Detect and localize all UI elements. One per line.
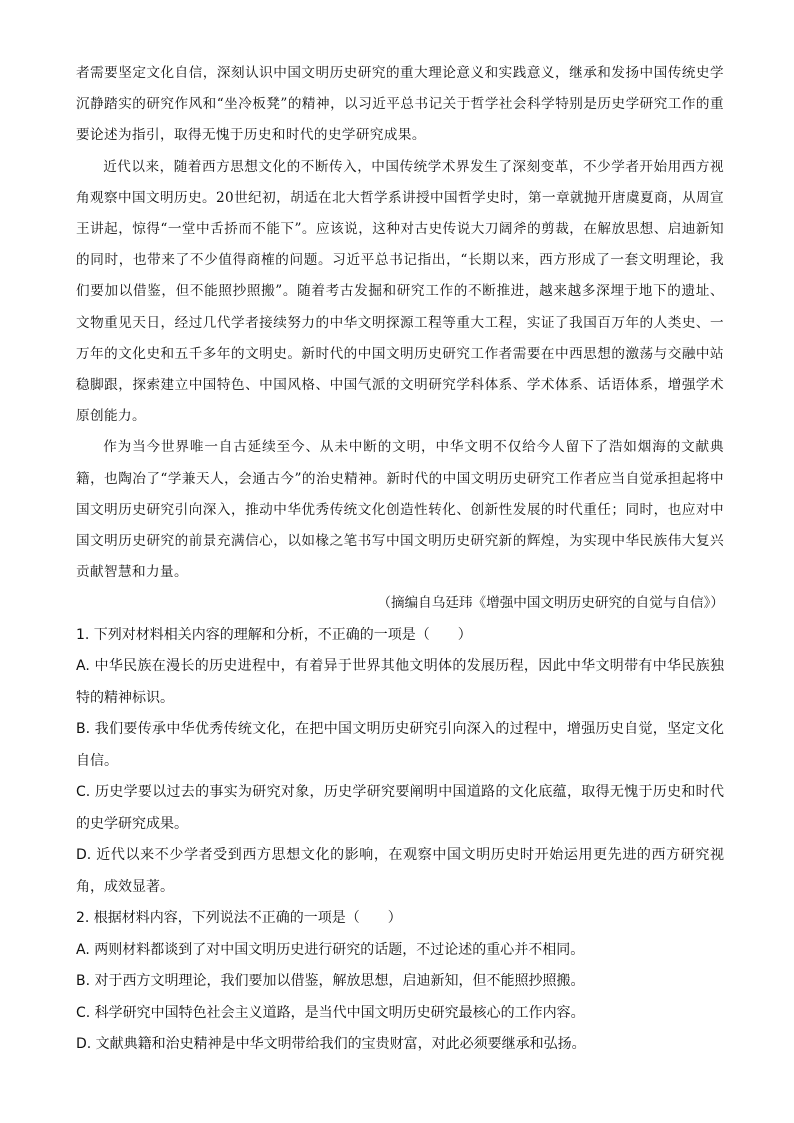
passage-source: （摘编自乌廷玮《增强中国文明历史研究的自觉与自信》）: [377, 595, 724, 612]
passage-paragraph: 者需要坚定文化自信，深刻认识中国文明历史研究的重大理论意义和实践意义，继承和发扬中国传统史学沉静踏实的研究作风和“坐冷板凳”的精神，以习近平总书记关于哲学社会科学特别是历史学研究工作的重要论述为指引，取得无愧于历史和时代的史学研究成果。: [76, 65, 724, 144]
option-a: A. 两则材料都谈到了对中国文明历史进行研究的话题，不过论述的重心并不相同。: [76, 941, 585, 958]
reading-passage: [76, 58, 724, 588]
option-d: D. 文献典籍和治史精神是中华文明带给我们的宝贵财富，对此必须要继承和弘扬。: [76, 1036, 586, 1053]
question-list: [76, 620, 724, 1061]
question-2: [76, 903, 724, 1061]
document-page: [76, 58, 724, 1061]
option-c: C. 科学研究中国特色社会主义道路，是当代中国文明历史研究最核心的工作内容。: [76, 1004, 585, 1021]
option-a: A. 中华民族在漫长的历史进程中，有着异于世界其他文明体的发展历程，因此中华文明带有中华民族独特的精神标识。: [76, 658, 724, 706]
question-stem: 1. 下列对材料相关内容的理解和分析，不正确的一项是（ ）: [76, 626, 472, 643]
passage-paragraph: 近代以来，随着西方思想文化的不断传入，中国传统学术界发生了深刻变革，不少学者开始用西方视角观察中国文明历史。20世纪初，胡适在北大哲学系讲授中国哲学史时，第一章就抛开唐虞夏商，从周宣王讲起，惊得“一堂中舌挢而不能下”。应该说，这种对古史传说大刀阔斧的剪裁，在解放思想、启迪新知的同时，也带来了不少值得商榷的问题。习近平总书记指出，“长期以来，西方形成了一套文明理论，我们要加以借鉴，但不能照抄照搬”。随着考古发掘和研究工作的不断推进，越来越多深埋于地下的遗址、文物重见天日，经过几代学者接续努力的中华文明探源工程等重大工程，实证了我国百万年的人类史、一万年的文化史和五千多年的文明史。新时代的中国文明历史研究工作者需要在中西思想的激荡与交融中站稳脚跟，探索建立中国特色、中国风格、中国气派的文明研究学科体系、学术体系、话语体系，增强学术原创能力。: [76, 158, 724, 425]
passage-paragraph: 作为当今世界唯一自古延续至今、从未中断的文明，中华文明不仅给今人留下了浩如烟海的文献典籍，也陶冶了“学兼天人，会通古今”的治史精神。新时代的中国文明历史研究工作者应当自觉承担起将中国文明历史研究引向深入，推动中华优秀传统文化创造性转化、创新性发展的时代重任；同时，也应对中国文明历史研究的前景充满信心，以如椽之笔书写中国文明历史研究新的辉煌，为实现中华民族伟大复兴贡献智慧和力量。: [76, 439, 724, 581]
option-b: B. 对于西方文明理论，我们要加以借鉴，解放思想，启迪新知，但不能照抄照搬。: [76, 973, 585, 990]
question-stem: 2. 根据材料内容，下列说法不正确的一项是（ ）: [76, 910, 402, 927]
option-b: B. 我们要传承中华优秀传统文化，在把中国文明历史研究引向深入的过程中，增强历史自觉，坚定文化自信。: [76, 721, 724, 769]
option-c: C. 历史学要以过去的事实为研究对象，历史学研究要阐明中国道路的文化底蕴，取得无愧于历史和时代的史学研究成果。: [76, 784, 724, 832]
option-d: D. 近代以来不少学者受到西方思想文化的影响，在观察中国文明历史时开始运用更先进的西方研究视角，成效显著。: [76, 847, 724, 895]
question-1: [76, 620, 724, 904]
